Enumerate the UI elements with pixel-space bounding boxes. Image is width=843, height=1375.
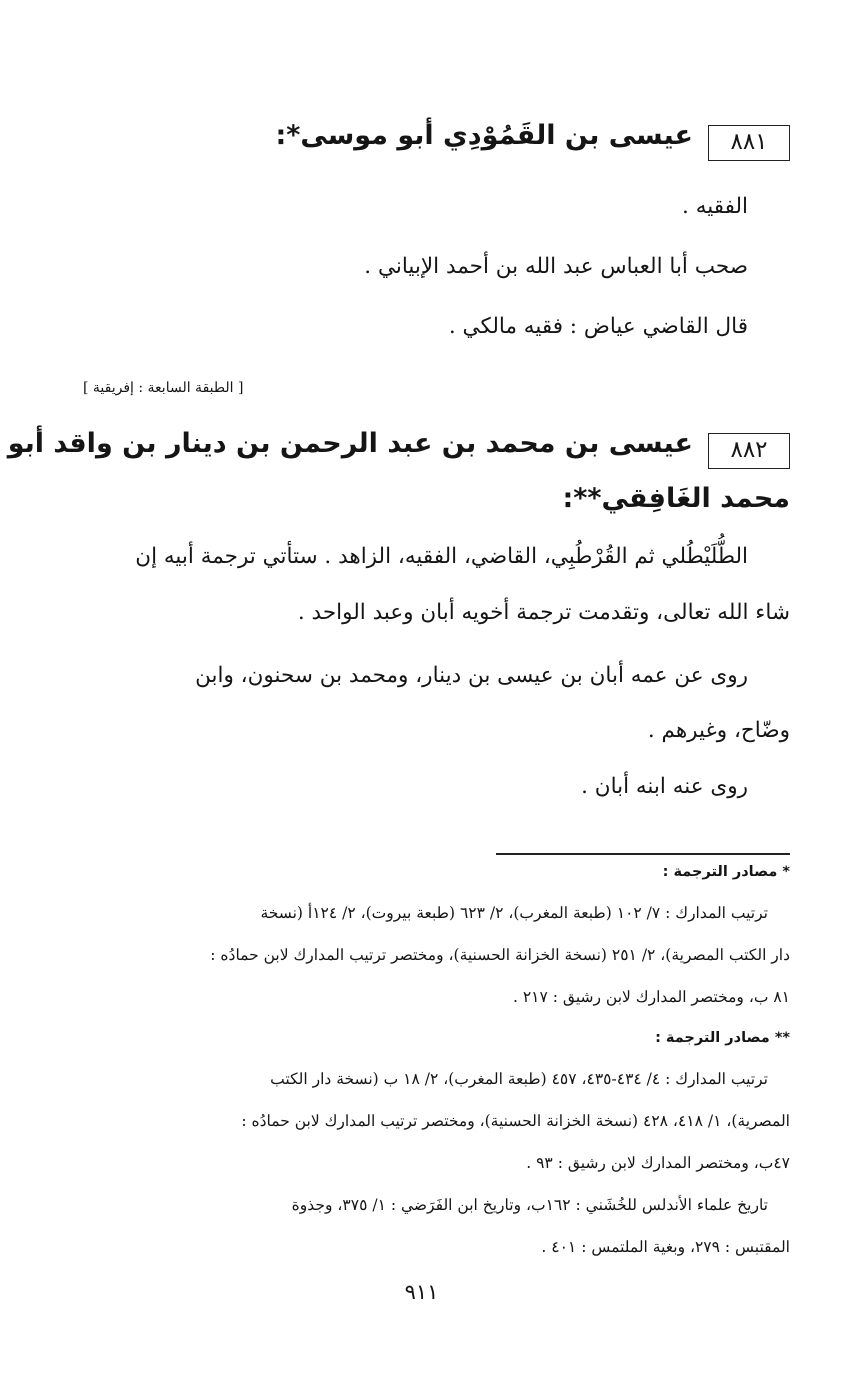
entry-line: الفقيه .	[682, 194, 748, 219]
footnote-separator	[496, 853, 790, 855]
entry-title-marker: **:	[562, 483, 602, 514]
footnote-line: دار الكتب المصرية)، ٢/ ٢٥١ (نسخة الخزانة الحسنية)، ومختصر ترتيب المدارك لابن حمادُه :	[210, 946, 790, 964]
entry-title-text: محمد الغَافِقي	[601, 483, 790, 514]
entry-number-box	[708, 125, 790, 161]
entry-title	[275, 120, 693, 151]
entry-title-line: عيسى بن محمد بن عبد الرحمن بن دينار بن واقد أبو	[7, 428, 693, 459]
entry-number: ٨٨١	[730, 129, 768, 155]
entry-number: ٨٨٢	[730, 437, 768, 463]
footnote-line: المصرية)، ١/ ٤١٨، ٤٢٨ (نسخة الخزانة الحسنية)، ومختصر ترتيب المدارك لابن حمادُه :	[241, 1112, 790, 1130]
entry-number-box	[708, 433, 790, 469]
entry-title-marker: *:	[275, 120, 301, 151]
footnote-line: تاريخ علماء الأندلس للخُشَني : ١٦٢ب، وتاريخ ابن الفَرَضي : ١/ ٣٧٥، وجذوة	[291, 1196, 768, 1214]
footnote-line: ٤٧ب، ومختصر المدارك لابن رشيق : ٩٣ .	[526, 1154, 790, 1172]
entry-line: الطُّلَيْطُلي ثم القُرْطُبِي، القاضي، الفقيه، الزاهد . ستأتي ترجمة أبيه إن	[135, 544, 748, 569]
footnote-line: ٨١ ب، ومختصر المدارك لابن رشيق : ٢١٧ .	[513, 988, 790, 1006]
footnote-line: ترتيب المدارك : ٤/ ٤٣٤-٤٣٥، ٤٥٧ (طبعة المغرب)، ٢/ ١٨ ب (نسخة دار الكتب	[270, 1070, 768, 1088]
footnote-heading: ** مصادر الترجمة :	[655, 1030, 790, 1046]
entry-line: صحب أبا العباس عبد الله بن أحمد الإبياني .	[364, 254, 748, 279]
entry-title-line	[562, 483, 790, 514]
entry-line: شاء الله تعالى، وتقدمت ترجمة أخويه أبان وعبد الواحد .	[297, 600, 790, 625]
entry-line: روى عن عمه أبان بن عيسى بن دينار، ومحمد بن سحنون، وابن	[195, 663, 748, 688]
footnote-heading: * مصادر الترجمة :	[662, 864, 790, 880]
page-number: ٩١١	[404, 1280, 439, 1304]
entry-line: قال القاضي عياض : فقيه مالكي .	[448, 314, 748, 339]
entry-title-text: عيسى بن القَمُوْدِي أبو موسى	[300, 120, 693, 151]
entry-line: وضّاح، وغيرهم .	[647, 718, 790, 743]
footnote-line: ترتيب المدارك : ٧/ ١٠٢ (طبعة المغرب)، ٢/ ٦٢٣ (طبعة بيروت)، ٢/ ١٢٤أ (نسخة	[260, 904, 768, 922]
entry-line: روى عنه ابنه أبان .	[581, 774, 748, 799]
tabaqa-note: [ الطبقة السابعة : إفريقية ]	[83, 380, 244, 396]
footnote-line: المقتبس : ٢٧٩، وبغية الملتمس : ٤٠١ .	[541, 1238, 790, 1256]
